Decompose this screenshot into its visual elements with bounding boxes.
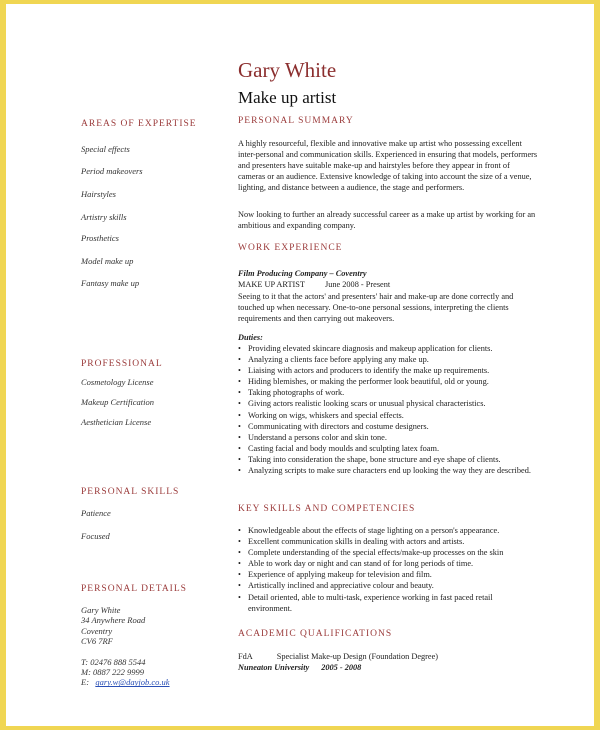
duty-item: • Communicating with directors and costume designers. — [238, 421, 538, 432]
contact-address: 34 Anywhere Road — [81, 615, 146, 626]
personal-skill-item: Focused — [81, 531, 110, 541]
expertise-item: Period makeovers — [81, 166, 143, 176]
contact-postcode: CV6 7RF — [81, 636, 113, 647]
degree-code: FdA — [238, 652, 253, 661]
key-skill-item: • Excellent communication skills in dealing with actors and artists. — [238, 536, 538, 547]
academic-heading: ACADEMIC QUALIFICATIONS — [238, 629, 393, 639]
summary-paragraph-2: Now looking to further an already successful career as a make up artist by working for an ambitious and expanding company. — [238, 210, 536, 231]
job-dates: June 2008 - Present — [324, 280, 391, 289]
expertise-heading: AREAS OF EXPERTISE — [81, 119, 197, 129]
email-label: E: — [81, 677, 90, 688]
contact-name: Gary White — [81, 605, 121, 615]
contact-block — [81, 605, 170, 688]
duty-item: • Giving actors realistic looking scars or unusual physical characteristics. — [238, 398, 538, 409]
expertise-item: Model make up — [81, 256, 134, 266]
key-skills-list — [238, 525, 538, 614]
expertise-item: Fantasy make up — [81, 278, 140, 288]
key-skill-item: • Knowledgeable about the effects of stage lighting on a person's appearance. — [238, 525, 538, 536]
degree-course: Specialist Make-up Design (Foundation Degree) — [276, 652, 439, 661]
personal-details-heading: PERSONAL DETAILS — [81, 584, 187, 594]
email-link[interactable]: gary.w@dayjob.co.uk — [95, 677, 170, 688]
duty-item: • Providing elevated skincare diagnosis and makeup application for clients. — [238, 343, 538, 354]
duties-list-wrap — [238, 343, 538, 476]
duty-item: • Understand a persons color and skin tone. — [238, 432, 538, 443]
key-skill-item: • Able to work day or night and can stand of for long periods of time. — [238, 558, 538, 569]
university-years: 2005 - 2008 — [321, 663, 362, 672]
duty-item: • Liaising with actors and producers to identify the make up requirements. — [238, 365, 538, 376]
key-skills-list-wrap — [238, 525, 538, 614]
summary-heading: PERSONAL SUMMARY — [238, 116, 354, 126]
professional-item: Cosmetology License — [81, 377, 154, 387]
expertise-item: Prosthetics — [81, 233, 119, 243]
candidate-role: Make up artist — [238, 88, 337, 107]
professional-heading: PROFESSIONAL — [81, 359, 163, 369]
personal-skills-heading: PERSONAL SKILLS — [81, 487, 180, 497]
contact-city: Coventry — [81, 625, 113, 636]
job-description: Seeing to it that the actors' and presenters' hair and make-up are done correctly and touched up when necessary. One-to-one personal sessions, interpreting the clients requirements and then carrying out makeovers. — [238, 292, 514, 324]
key-skill-item: • Artistically inclined and appreciative colour and beauty. — [238, 580, 538, 591]
contact-mobile: M: 0887 222 9999 — [81, 667, 145, 678]
experience-heading: WORK EXPERIENCE — [238, 243, 343, 253]
duty-item: • Taking into consideration the shape, bone structure and eye shape of clients. — [238, 454, 538, 465]
duties-label: Duties: — [238, 333, 263, 342]
university-line — [238, 662, 538, 673]
professional-item: Aesthetician License — [81, 417, 152, 427]
professional-item: Makeup Certification — [81, 397, 154, 407]
duty-item: • Casting facial and body moulds and sculpting latex foam. — [238, 443, 538, 454]
candidate-name: Gary White — [238, 58, 337, 82]
employer: Film Producing Company – Coventry — [238, 269, 367, 278]
key-skill-item: • Complete understanding of the special effects/make-up processes on the skin — [238, 547, 538, 558]
university-name: Nuneaton University — [238, 663, 310, 672]
contact-email-row — [81, 677, 170, 687]
duty-item: • Analyzing scripts to make sure characters end up looking the way they are described. — [238, 465, 538, 476]
duty-item: • Taking photographs of work. — [238, 387, 538, 398]
contact-phone: T: 02476 888 5544 — [81, 656, 146, 667]
duties-list — [238, 343, 538, 476]
personal-skill-item: Patience — [81, 508, 111, 518]
expertise-item: Artistry skills — [81, 212, 127, 222]
summary-paragraph: A highly resourceful, flexible and innovative make up artist who possessing excellent inter-personal and communication skills. Experienced in ensuring that models, performers and presenters have suitable make-up and hairstyles before they appear in front of cameras or an audience. Extensive knowledge of taking into account the size of a venue, lighting, and distance between a audience, the stage and performers. — [238, 139, 538, 193]
degree-line — [238, 651, 538, 662]
expertise-item: Hairstyles — [81, 189, 116, 199]
key-skills-heading: KEY SKILLS AND COMPETENCIES — [238, 504, 416, 514]
duty-item: • Working on wigs, whiskers and special effects. — [238, 410, 538, 421]
resume-page — [6, 4, 594, 726]
duty-item: • Analyzing a clients face before applying any make up. — [238, 354, 538, 365]
job-title: MAKE UP ARTIST — [238, 280, 305, 289]
job-line — [238, 279, 538, 290]
duty-item: • Hiding blemishes, or making the performer look beautiful, old or young. — [238, 376, 538, 387]
key-skill-item: • Detail oriented, able to multi-task, experience working in fast paced retail environment. — [238, 592, 538, 614]
key-skill-item: • Experience of applying makeup for television and film. — [238, 569, 538, 580]
expertise-item: Special effects — [81, 144, 130, 154]
